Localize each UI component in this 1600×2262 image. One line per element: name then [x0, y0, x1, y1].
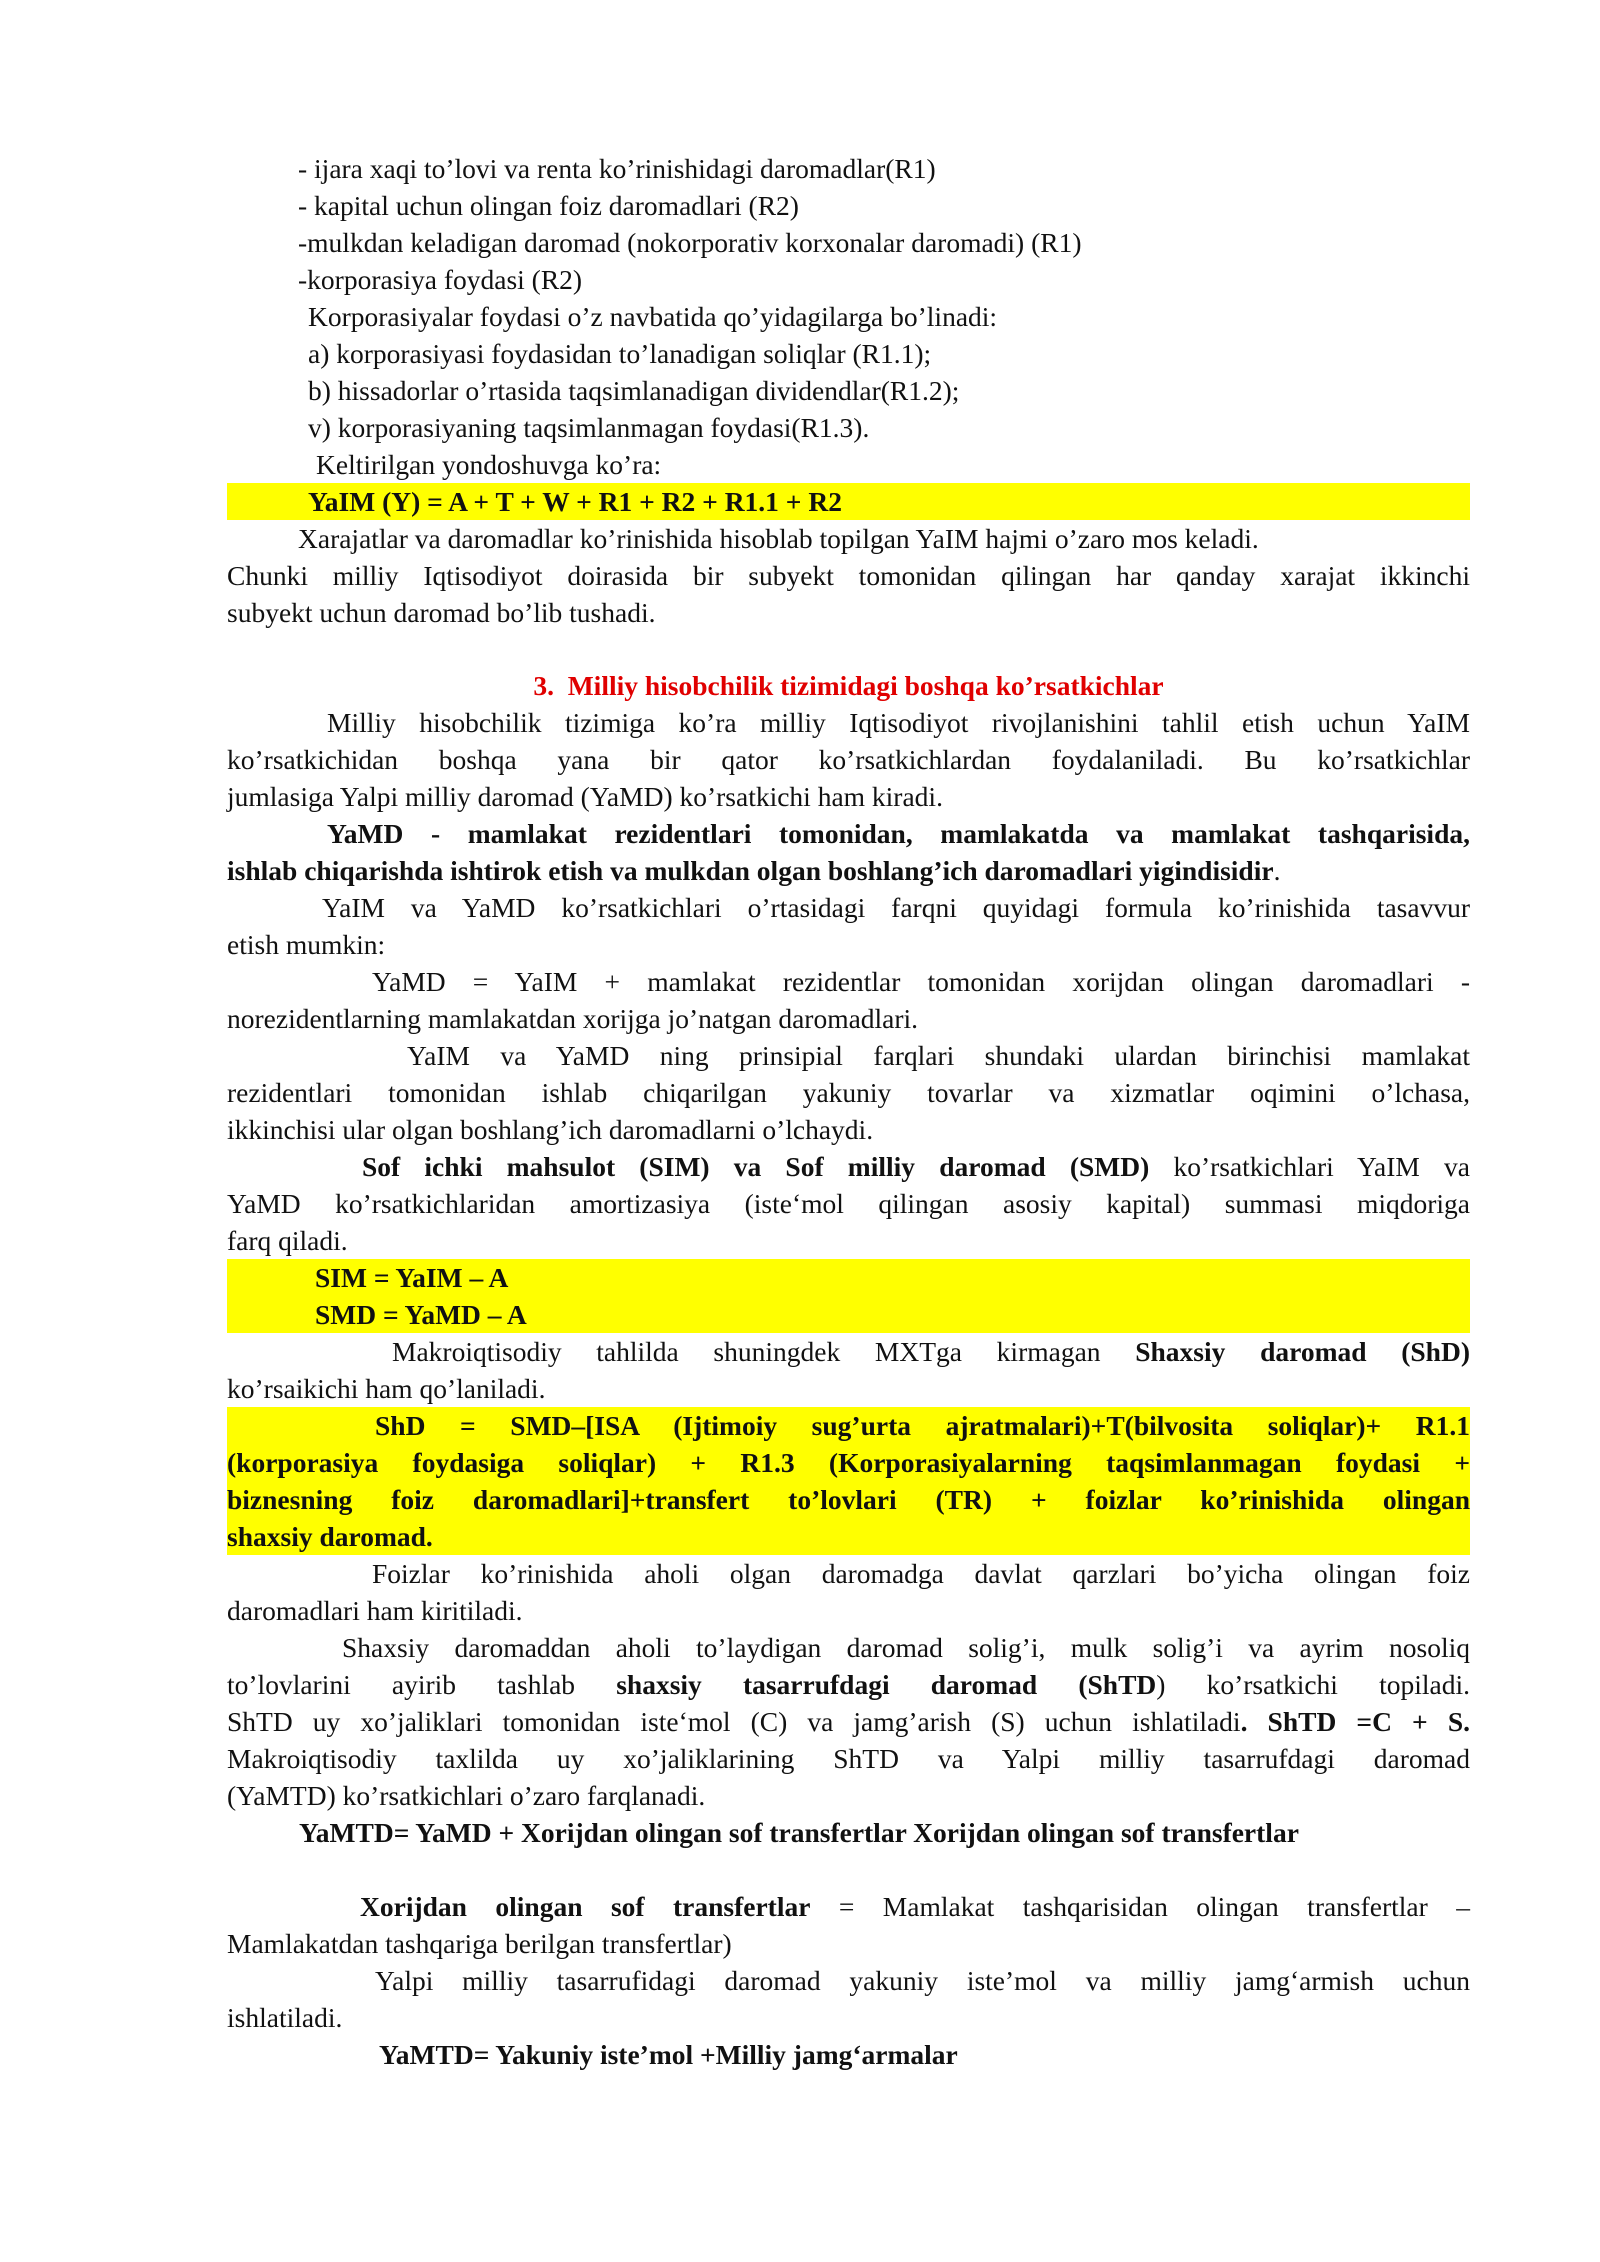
definition-yamd — [227, 815, 1470, 889]
term-bold: Xorijdan olingan sof transfertlar — [360, 1891, 811, 1922]
paragraph-transfert — [227, 1888, 1470, 1962]
paragraph-line: daromadlari ham kiritiladi. — [227, 1595, 523, 1626]
paragraph-line: Chunki milliy Iqtisodiyot doirasida bir subyekt tomonidan qilingan har qanday xarajat ikkinchi — [227, 560, 1470, 591]
paragraph-line: YaIM va YaMD ko’rsatkichlari o’rtasidagi farqni quyidagi formula ko’rinishida tasavvur — [322, 892, 1470, 923]
document-body — [227, 150, 1470, 2073]
paragraph-line: ko’rsatkichidan boshqa yana bir qator ko’rsatkichlardan foydalaniladi. Bu ko’rsatkichlar — [227, 744, 1470, 775]
formula-yaim: YaIM (Y) = A + T + W + R1 + R2 + R1.1 + R2 — [227, 483, 1470, 520]
paragraph-line: subyekt uchun daromad bo’lib tushadi. — [227, 597, 656, 628]
formula-yamtd: YaMTD= YaMD + Xorijdan olingan sof transfertlar Xorijdan olingan sof transfertlar — [299, 1817, 1299, 1848]
income-list — [227, 150, 1470, 483]
formula-line: biznesning foiz daromadlari]+transfert to’lovlari (TR) + foizlar ko’rinishida olingan — [227, 1484, 1470, 1515]
list-item: -korporasiya foydasi (R2) — [298, 264, 583, 295]
list-subitem: a) korporasiyasi foydasidan to’lanadigan soliqlar (R1.1); — [308, 338, 932, 369]
paragraph-line: Milliy hisobchilik tizimiga ko’ra milliy Iqtisodiyot rivojlanishini tahlil etish uchun YaIM — [327, 707, 1470, 738]
paragraph-text: ) ko’rsatkichi topiladi. — [1156, 1669, 1470, 1700]
paragraph-line: Mamlakatdan tashqariga berilgan transfertlar) — [227, 1928, 732, 1959]
section-title: Milliy hisobchilik tizimidagi boshqa ko’rsatkichlar — [567, 670, 1164, 701]
section-number: 3. — [533, 670, 554, 701]
paragraph-line: jumlasiga Yalpi milliy daromad (YaMD) ko’rsatkichi ham kiradi. — [227, 781, 943, 812]
paragraph-line: etish mumkin: — [227, 929, 386, 960]
paragraph-line: ikkinchisi ular olgan boshlang’ich daromadlarni o’lchaydi. — [227, 1114, 874, 1145]
paragraph-line: norezidentlarning mamlakatdan xorijga jo’natgan daromadlari. — [227, 1003, 919, 1034]
paragraph-foiz — [227, 1555, 1470, 1629]
formula-line: shaxsiy daromad. — [227, 1521, 433, 1552]
paragraph-shd — [227, 1333, 1470, 1407]
paragraph-tizim — [227, 704, 1470, 815]
paragraph-line: Xarajatlar va daromadlar ko’rinishida hisoblab topilgan YaIM hajmi o’zaro mos keladi. — [298, 523, 1259, 554]
formula-line: (korporasiya foydasiga soliqlar) + R1.3 (Korporasiyalarning taqsimlanmagan foydasi + — [227, 1447, 1470, 1478]
paragraph-line: YaMD = YaIM + mamlakat rezidentlar tomonidan xorijdan olingan daromadlari - — [372, 966, 1470, 997]
paragraph-shtd — [227, 1629, 1470, 1814]
paragraph-line: ishlab chiqarishda ishtirok etish va mulkdan olgan boshlang’ich daromadlari yigindisidir — [227, 855, 1274, 886]
approach-text: Keltirilgan yondoshuvga ko’ra: — [316, 449, 662, 480]
paragraph-farq — [227, 889, 1470, 963]
paragraph-line: ishlatiladi. — [227, 2002, 343, 2033]
paragraph-line: (YaMTD) ko’rsatkichlari o’zaro farqlanadi. — [227, 1780, 706, 1811]
spacer — [227, 1851, 1470, 1888]
formula-sim: SIM = YaIM – A — [315, 1262, 509, 1293]
paragraph-line: YaMD ko’rsatkichlaridan amortizasiya (iste‘mol qilingan asosiy kapital) summasi miqdoriga — [227, 1188, 1470, 1219]
paragraph-text: to’lovlarini ayirib tashlab — [227, 1669, 617, 1700]
paragraph-line: ko’rsaikichi ham qo’laniladi. — [227, 1373, 546, 1404]
paragraph-xarajat — [227, 520, 1470, 631]
formula-line: ShD = SMD–[ISA (Ijtimoiy sug’urta ajratmalari)+T(bilvosita soliqlar)+ R1.1 — [375, 1410, 1470, 1441]
list-subitem: b) hissadorlar o’rtasida taqsimlanadigan dividendlar(R1.2); — [308, 375, 960, 406]
section-heading — [227, 667, 1470, 704]
paragraph-sim — [227, 1148, 1470, 1259]
list-item: - ijara xaqi to’lovi va renta ko’rinishidagi daromadlar(R1) — [298, 153, 936, 184]
paragraph-line: Makroiqtisodiy taxlilda uy xo’jaliklarining ShTD va Yalpi milliy tasarrufdagi daromad — [227, 1743, 1470, 1774]
formula-shd — [227, 1407, 1470, 1555]
formula-smd: SMD = YaMD – A — [315, 1299, 527, 1330]
paragraph-line: farq qiladi. — [227, 1225, 348, 1256]
punctuation: . — [1273, 855, 1281, 886]
list-item: - kapital uchun olingan foiz daromadlari (R2) — [298, 190, 799, 221]
paragraph-line: YaMD - mamlakat rezidentlari tomonidan, mamlakatda va mamlakat tashqarisida, — [327, 818, 1470, 849]
formula-final: YaMTD= Yakuniy iste’mol +Milliy jamg‘armalar — [379, 2039, 958, 2070]
list-intro: Korporasiyalar foydasi o’z navbatida qo’yidagilarga bo’linadi: — [308, 301, 998, 332]
list-subitem: v) korporasiyaning taqsimlanmagan foydasi(R1.3). — [308, 412, 870, 443]
paragraph-line: YaIM va YaMD ning prinsipial farqlari shundaki ulardan birinchisi mamlakat — [407, 1040, 1470, 1071]
paragraph-prinsip — [227, 1037, 1470, 1148]
paragraph-text: ShTD uy xo’jaliklari tomonidan iste‘mol (C) va jamg’arish (S) uchun ishlatiladi — [227, 1706, 1241, 1737]
paragraph-line: rezidentlari tomonidan ishlab chiqarilgan yakuniy tovarlar va xizmatlar oqimini o’lchasa, — [227, 1077, 1470, 1108]
paragraph-line: Yalpi milliy tasarrufidagi daromad yakuniy iste’mol va milliy jamg‘armish uchun — [375, 1965, 1470, 1996]
term-bold: Sof ichki mahsulot (SIM) va Sof milliy daromad (SMD) — [362, 1151, 1150, 1182]
formula-shtd: . ShTD =C + S. — [1240, 1706, 1470, 1737]
paragraph-yalpi — [227, 1962, 1470, 2036]
term-bold: Shaxsiy daromad (ShD) — [1135, 1336, 1470, 1367]
paragraph-line: Shaxsiy daromaddan aholi to’laydigan daromad solig’i, mulk solig’i va ayrim nosoliq — [342, 1632, 1470, 1663]
paragraph-line: Foizlar ko’rinishida aholi olgan daromadga davlat qarzlari bo’yicha olingan foiz — [372, 1558, 1470, 1589]
formula-yamd — [227, 963, 1470, 1037]
list-item: -mulkdan keladigan daromad (nokorporativ korxonalar daromadi) (R1) — [298, 227, 1082, 258]
paragraph-text: = Mamlakat tashqarisidan olingan transfertlar – — [810, 1891, 1470, 1922]
formula-sim-smd — [227, 1259, 1470, 1333]
paragraph-text: Makroiqtisodiy tahlilda shuningdek MXTga kirmagan — [392, 1336, 1136, 1367]
paragraph-text: ko’rsatkichlari YaIM va — [1149, 1151, 1471, 1182]
term-bold: shaxsiy tasarrufdagi daromad (ShTD — [616, 1669, 1157, 1700]
